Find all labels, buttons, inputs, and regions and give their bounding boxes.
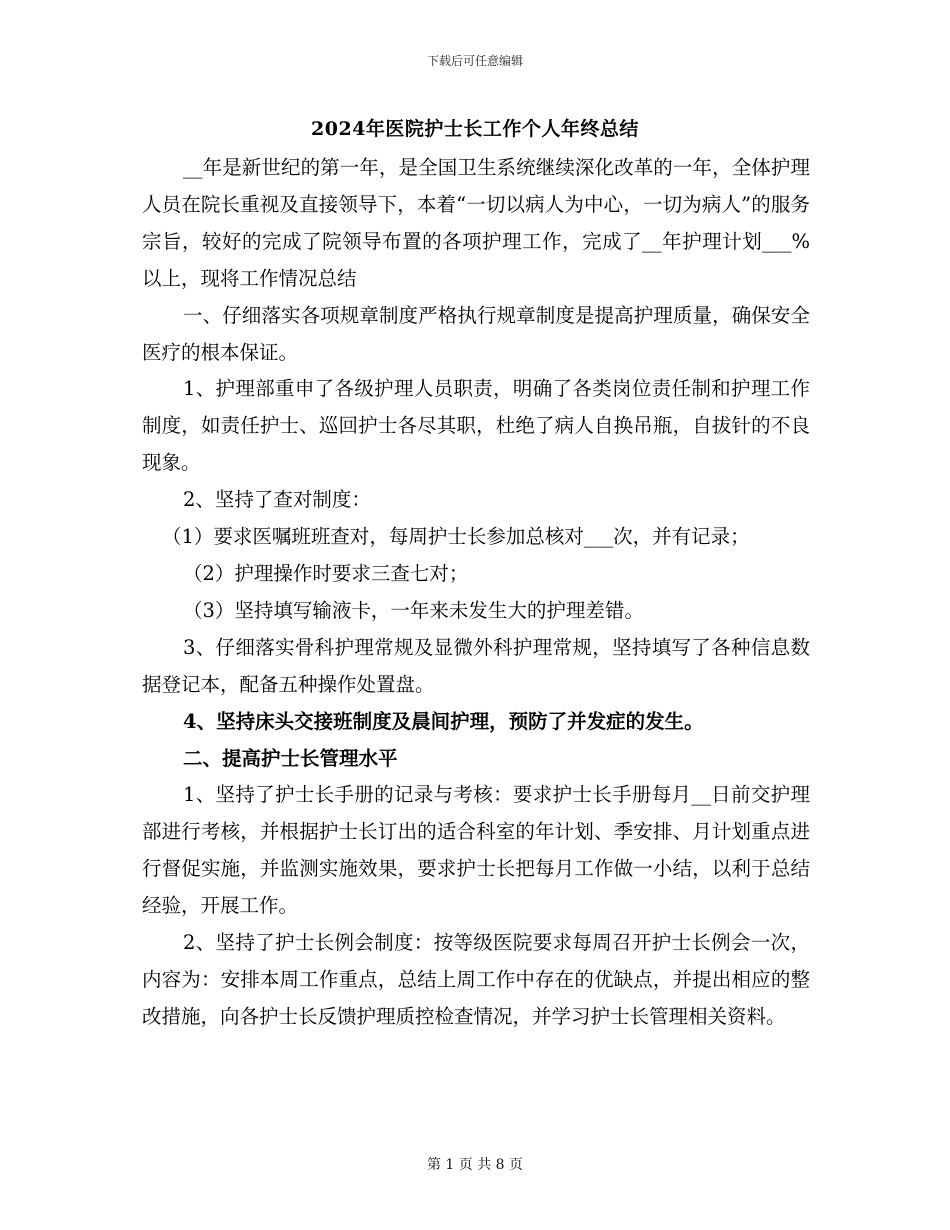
page-number: 第 1 页 共 8 页 <box>426 1157 524 1173</box>
header-note: 下载后可任意编辑 <box>426 54 523 68</box>
paragraph-subitem-3: （3）坚持填写输液卡，一年来未发生大的护理差错。 <box>183 598 644 622</box>
paragraph-item-2: 2、坚持了查对制度： <box>183 488 371 512</box>
paragraph-item-1: 1、护理部重申了各级护理人员职责，明确了各类岗位责任制和护理工作制度，如责任护士、巡回护士各尽其职，杜绝了病人自换吊瓶，自拔针的不良现象。 <box>142 377 810 475</box>
paragraph-section-2-item-2: 2、坚持了护士长例会制度：按等级医院要求每周召开护士长例会一次，内容为：安排本周工作重点，总结上周工作中存在的优缺点，并提出相应的整改措施，向各护士长反馈护理质控检查情况，并学习护士长管理相关资料。 <box>142 931 810 1028</box>
paragraph-section-2-heading: 二、提高护士长管理水平 <box>183 746 398 770</box>
document-title: 2024年医院护士长工作个人年终总结 <box>311 118 639 140</box>
paragraph-section-2-item-1: 1、坚持了护士长手册的记录与考核：要求护士长手册每月__日前交护理部进行考核，并根据护士长订出的适合科室的年计划、季安排、月计划重点进行督促实施，并监测实施效果，要求护士长把每月工作做一小结，以利于总结经验，开展工作。 <box>142 783 810 918</box>
document-body <box>142 150 810 1036</box>
paragraph-item-3: 3、仔细落实骨科护理常规及显微外科护理常规，坚持填写了各种信息数据登记本，配备五种操作处置盘。 <box>142 635 810 696</box>
paragraph-intro: __年是新世纪的第一年，是全国卫生系统继续深化改革的一年，全体护理人员在院长重视及直接领导下，本着“一切以病人为中心，一切为病人”的服务宗旨，较好的完成了院领导布置的各项护理工作，完成了__年护理计划___%以上，现将工作情况总结 <box>142 156 810 290</box>
paragraph-subitem-2: （2）护理操作时要求三查七对； <box>183 561 469 585</box>
paragraph-item-4: 4、坚持床头交接班制度及晨间护理，预防了并发症的发生。 <box>183 709 704 733</box>
paragraph-subitem-1: （1）要求医嘱班班查对，每周护士长参加总核对___次，并有记录； <box>162 525 750 549</box>
paragraph-section-1-heading: 一、仔细落实各项规章制度严格执行规章制度是提高护理质量，确保安全医疗的根本保证。 <box>142 303 810 364</box>
